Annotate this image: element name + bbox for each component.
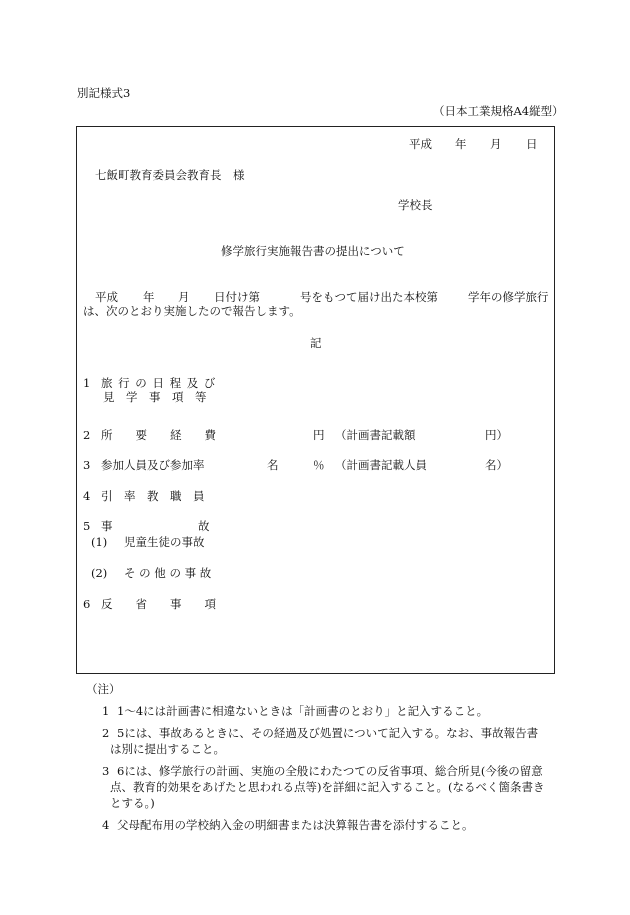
note3-text-line3: とする。) [110, 796, 155, 810]
note3-number: 3 [102, 764, 110, 778]
item3-label: 参加人員及び参加率 [101, 458, 205, 472]
document-title: 修学旅行実施報告書の提出について [221, 244, 405, 258]
item2-label: 所 要 経 費 [101, 428, 216, 442]
date-day-unit: 日 [526, 137, 538, 151]
item5-number: 5 [83, 519, 91, 533]
notes-heading: （注） [86, 682, 121, 696]
note2-text-line2: は別に提出すること。 [110, 742, 225, 756]
body-month-unit: 月 [178, 290, 190, 304]
note2-text-line1: 5には、事故あるときに、その経過及び処置について記入する。なお、事故報告書 [117, 726, 539, 740]
item1-label-line2: 見 学 事 項 等 [103, 390, 207, 404]
paper-size-note: （日本工業規格A4縦型） [433, 104, 564, 118]
body-year-unit: 年 [143, 290, 155, 304]
note3-text-line1: 6には、修学旅行の計画、実施の全般にわたつての反省事項、総合所見(今後の留意 [117, 764, 543, 778]
item4-number: 4 [83, 489, 91, 503]
addressee: 七飯町教育委員会教育長 様 [95, 168, 245, 182]
item4-label: 引 率 教 職 員 [101, 489, 205, 503]
ki-mark: 記 [310, 336, 322, 350]
item3-number: 3 [83, 458, 91, 472]
note4-number: 4 [102, 818, 110, 832]
body-era: 平成 [95, 290, 118, 304]
date-era: 平成 [409, 137, 432, 151]
note2-number: 2 [102, 726, 110, 740]
item5-sub1-label: 児童生徒の事故 [124, 535, 205, 549]
item5-sub2-label: そ の 他 の 事 故 [124, 566, 212, 580]
item2-plan-unit: 円） [485, 428, 508, 442]
note1-number: 1 [102, 704, 110, 718]
date-year-unit: 年 [455, 137, 467, 151]
item1-number: 1 [83, 376, 91, 390]
note3-text-line2: 点、教育的効果をあげたと思われる点等)を詳細に記入すること。(なるべく箇条書き [110, 780, 545, 794]
item3-plan-label: （計画書記載人員 [335, 458, 427, 472]
item3-unit-count: 名 [267, 458, 279, 472]
item5-sub2-number: (2) [91, 566, 108, 580]
form-code: 別記様式3 [77, 86, 131, 100]
body-line2: は、次のとおり実施したので報告します。 [83, 304, 301, 318]
date-month-unit: 月 [490, 137, 502, 151]
item5-label-b: 故 [198, 519, 210, 533]
item2-number: 2 [83, 428, 91, 442]
sender: 学校長 [398, 198, 433, 212]
body-grade-text: 学年の修学旅行 [468, 290, 549, 304]
item2-unit: 円 [313, 428, 325, 442]
item6-number: 6 [83, 597, 91, 611]
item3-unit-percent: ％ [313, 458, 325, 472]
body-number-text: 号をもつて届け出た本校第 [300, 290, 438, 304]
note1-text: 1～4には計画書に相違ないときは「計画書のとおり」と記入すること。 [117, 704, 489, 718]
item1-label-line1: 旅 行 の 日 程 及 び [101, 376, 217, 390]
item5-label-a: 事 [101, 519, 113, 533]
body-date-text: 日付け第 [214, 290, 260, 304]
item6-label: 反 省 事 項 [101, 597, 216, 611]
item5-sub1-number: (1) [91, 535, 108, 549]
item2-plan-label: （計画書記載額 [335, 428, 416, 442]
note4-text: 父母配布用の学校納入金の明細書または決算報告書を添付すること。 [117, 818, 474, 832]
item3-plan-unit: 名） [485, 458, 508, 472]
